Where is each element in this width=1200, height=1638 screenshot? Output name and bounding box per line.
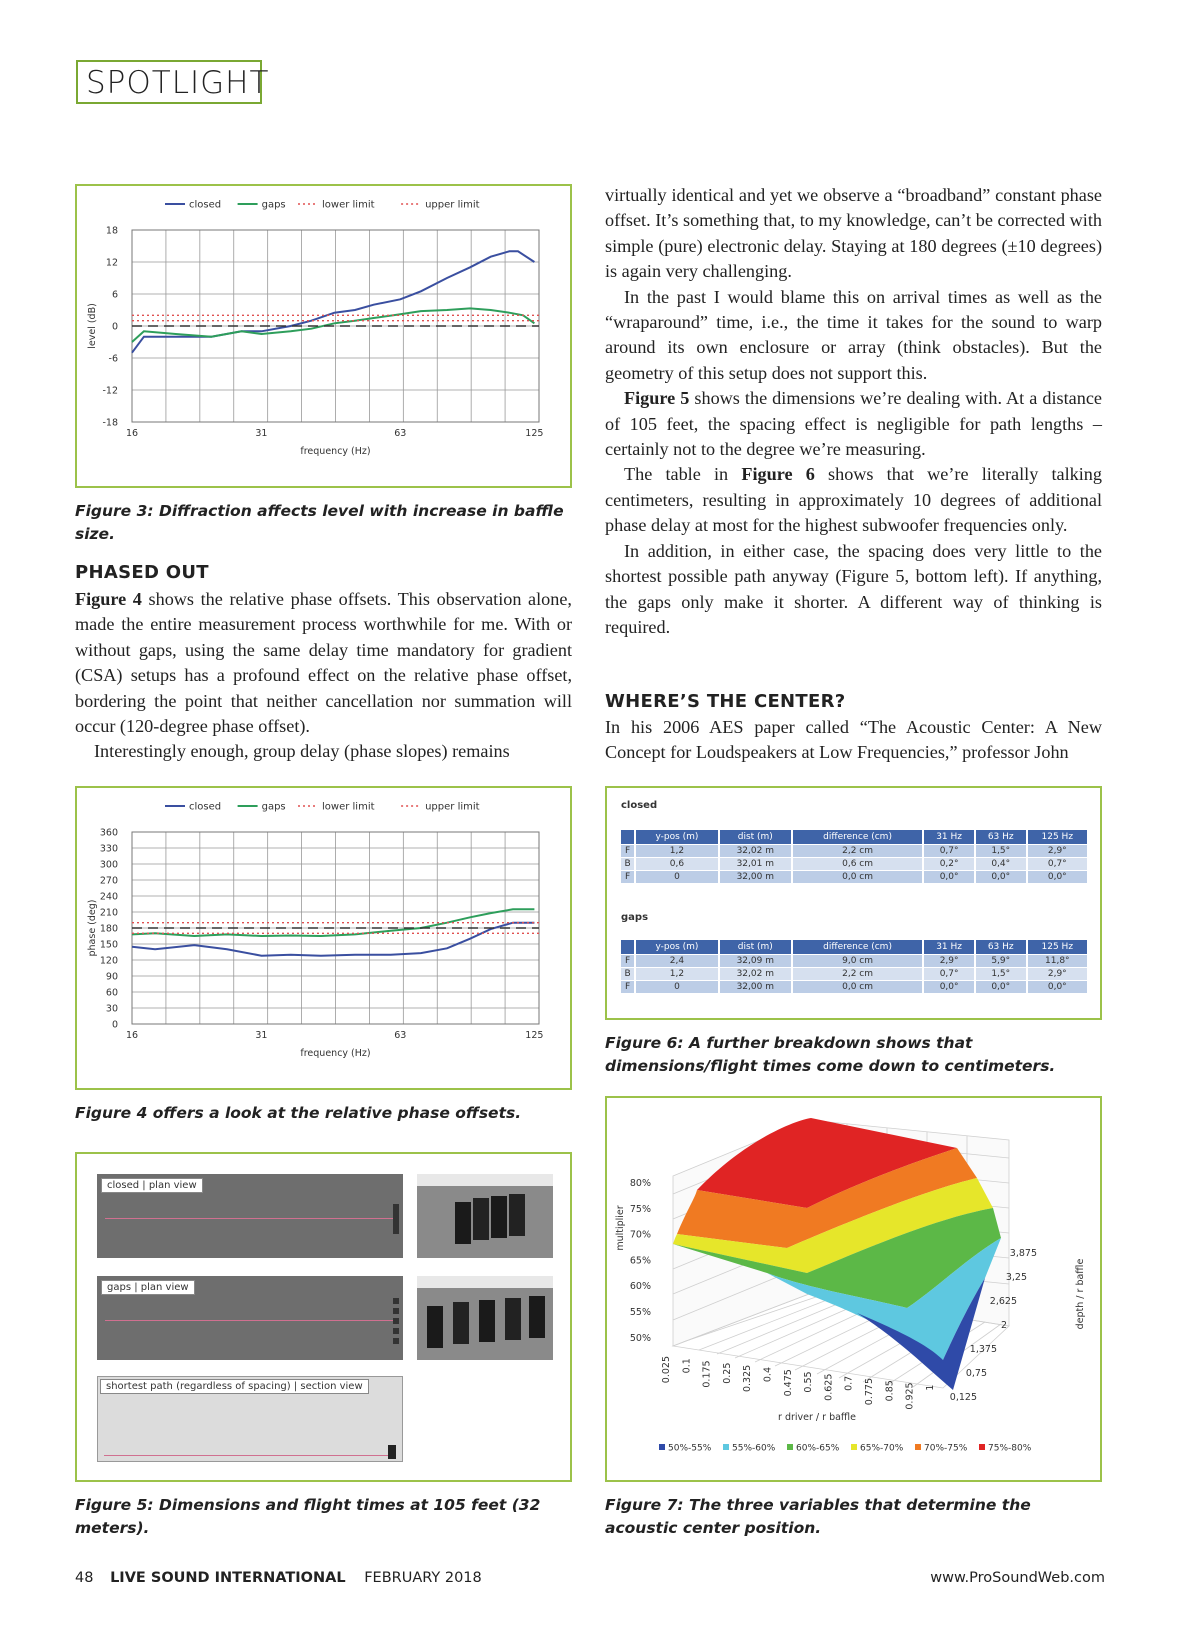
z-tick-label: 0,75 <box>965 1368 987 1379</box>
table-cell: 0,0° <box>923 981 975 994</box>
path-line <box>105 1320 395 1321</box>
x-tick-label: 0.1 <box>681 1358 693 1374</box>
figure-3 <box>75 184 572 488</box>
closed-table-title: closed <box>621 800 658 811</box>
x-tick-label: 63 <box>394 428 407 439</box>
wall <box>417 1276 553 1288</box>
legend-label: closed <box>189 801 222 813</box>
y-tick-label: 80% <box>629 1178 651 1189</box>
y-tick-label: 330 <box>99 843 118 855</box>
paragraph-text: shows the relative phase offsets. This observation alone, made the entire measurement process worthwhile for me. With or without gaps, using the same delay time mandatory for gradient (CSA) setups has a profound effect on the relative phase offset, bordering the point that neither cancellation nor summation will occur (120-degree phase offset). <box>75 589 572 737</box>
y-tick-label: 0 <box>111 321 118 333</box>
table-cell: 2,9° <box>1027 968 1087 981</box>
y-tick-label: 150 <box>99 939 118 951</box>
z-axis-label: depth / r baffle <box>1075 1258 1086 1330</box>
table-cell: 2,9° <box>923 955 975 968</box>
z-tick-label: 0,125 <box>949 1392 977 1403</box>
table-cell: 0,7° <box>923 845 975 858</box>
y-tick-label: -18 <box>102 417 118 429</box>
legend-label: gaps <box>261 801 286 813</box>
column-header: 125 Hz <box>1027 830 1087 845</box>
x-tick-label: 0.025 <box>661 1356 672 1384</box>
wall <box>417 1174 553 1186</box>
gaps-plan-label: gaps | plan view <box>101 1280 195 1295</box>
center-text <box>605 715 1102 766</box>
table-cell: B <box>620 858 635 871</box>
closed-plan-view <box>97 1174 403 1258</box>
y-tick-label: 55% <box>629 1307 651 1318</box>
shortest-path-label: shortest path (regardless of spacing) | section view <box>100 1379 369 1394</box>
speaker-column <box>393 1204 399 1234</box>
x-tick-label: 0.55 <box>803 1371 815 1393</box>
x-tick-label: 0.475 <box>782 1369 794 1397</box>
table-cell: 2,2 cm <box>792 845 923 858</box>
x-axis-label: frequency (Hz) <box>300 1048 371 1059</box>
table-cell: 0,7° <box>923 968 975 981</box>
column-header: 31 Hz <box>923 830 975 845</box>
legend-label: upper limit <box>425 199 480 211</box>
table-header-row <box>620 830 1087 845</box>
figure-7 <box>605 1096 1102 1482</box>
z-tick-label: 2 <box>1000 1320 1007 1331</box>
x-tick-label: 0.775 <box>864 1378 875 1406</box>
subwoofer-box <box>509 1194 525 1236</box>
legend-label: 65%-70% <box>860 1443 904 1454</box>
subwoofer-box <box>427 1306 443 1348</box>
heading-phased-out: PHASED OUT <box>75 562 209 583</box>
y-tick-label: 270 <box>99 875 118 887</box>
y-tick-label: 60 <box>105 987 118 999</box>
table-cell: 0 <box>635 981 719 994</box>
table-row <box>620 845 1087 858</box>
table-row <box>620 981 1087 994</box>
legend-swatch <box>851 1444 857 1450</box>
table-cell: 9,0 cm <box>792 955 923 968</box>
table-cell: 0,0 cm <box>792 981 923 994</box>
paragraph <box>605 386 1102 462</box>
column-header: dist (m) <box>719 830 792 845</box>
series-line-closed <box>132 251 534 352</box>
y-tick-label: 210 <box>99 907 118 919</box>
table-cell: 2,9° <box>1027 845 1087 858</box>
legend-label: lower limit <box>322 199 375 211</box>
legend-swatch <box>659 1444 665 1450</box>
subwoofer-box <box>455 1202 471 1244</box>
column-header <box>620 830 635 845</box>
column-header: y-pos (m) <box>635 940 719 955</box>
y-axis-label: phase (deg) <box>87 899 98 957</box>
y-tick-label: 300 <box>99 859 118 871</box>
x-axis-label: r driver / r baffle <box>778 1412 856 1423</box>
column-header: difference (cm) <box>792 940 923 955</box>
table-cell: 0,0° <box>1027 981 1087 994</box>
legend-swatch <box>787 1444 793 1450</box>
y-tick-label: 120 <box>99 955 118 967</box>
paragraph: Interestingly enough, group delay (phase slopes) remains <box>94 741 510 762</box>
column-header: y-pos (m) <box>635 830 719 845</box>
table-cell: F <box>620 981 635 994</box>
heading-center: WHERE’S THE CENTER? <box>605 691 846 712</box>
x-tick-label: 16 <box>125 428 139 439</box>
y-tick-label: 90 <box>105 971 118 983</box>
table-cell: 2,2 cm <box>792 968 923 981</box>
y-tick-label: 70% <box>629 1229 651 1241</box>
website-url: www.ProSoundWeb.com <box>930 1570 1105 1586</box>
paragraph <box>605 462 1102 538</box>
y-tick-label: 18 <box>105 225 118 237</box>
y-tick-label: 360 <box>99 827 118 839</box>
legend-label: 60%-65% <box>796 1443 840 1454</box>
z-tick-label: 2,625 <box>989 1296 1017 1307</box>
table-cell: 2,4 <box>635 955 719 968</box>
closed-table <box>619 830 1087 883</box>
table-cell: 0 <box>635 871 719 884</box>
table-cell: F <box>620 871 635 884</box>
y-axis-label: multiplier <box>615 1205 626 1251</box>
gaps-table <box>619 940 1087 993</box>
table-cell: 0,7° <box>1027 858 1087 871</box>
phased-out-text <box>75 587 572 765</box>
y-tick-label: 180 <box>99 923 118 935</box>
table-cell: 32,00 m <box>719 981 792 994</box>
table-cell: 32,00 m <box>719 871 792 884</box>
figure-6-caption: Figure 6: A further breakdown shows that dimensions/flight times come down to centimeters. <box>605 1034 1056 1075</box>
figure-6 <box>605 786 1102 1020</box>
gaps-3d-view <box>417 1276 553 1360</box>
y-tick-label: 30 <box>105 1003 118 1015</box>
column-header: dist (m) <box>719 940 792 955</box>
subwoofer-box <box>491 1196 507 1238</box>
column-header: 125 Hz <box>1027 940 1087 955</box>
table-cell: F <box>620 845 635 858</box>
table-cell: 1,2 <box>635 968 719 981</box>
legend-swatch <box>979 1444 985 1450</box>
x-tick-label: 31 <box>255 1030 268 1041</box>
speaker-box <box>388 1445 396 1459</box>
gaps-plan-view <box>97 1276 403 1360</box>
shortest-path-view <box>97 1376 403 1462</box>
table-cell: 1,5° <box>975 968 1027 981</box>
x-axis-label: frequency (Hz) <box>300 446 371 457</box>
y-tick-label: 50% <box>629 1332 651 1344</box>
paragraph <box>75 587 572 739</box>
y-tick-label: 6 <box>111 289 118 301</box>
figure-ref: Figure 4 <box>75 589 142 609</box>
figure-4-caption: Figure 4 offers a look at the relative phase offsets. <box>75 1104 522 1122</box>
paragraph-text: shows the dimensions we’re dealing with. At a distance of 105 feet, the spacing effect is negligible for path lengths – certainly not to the degree we’re measuring. <box>605 388 1102 460</box>
path-line <box>104 1455 390 1456</box>
subwoofer-box <box>479 1300 495 1342</box>
legend-label: lower limit <box>322 801 375 813</box>
x-tick-label: 63 <box>394 1030 407 1041</box>
table-cell: F <box>620 955 635 968</box>
x-tick-label: 125 <box>525 428 544 439</box>
x-tick-label: 16 <box>125 1030 139 1041</box>
closed-plan-label: closed | plan view <box>101 1178 203 1193</box>
legend-label: 70%-75% <box>924 1443 968 1454</box>
x-tick-label: 125 <box>525 1030 544 1041</box>
x-tick-label: 0.325 <box>742 1364 754 1393</box>
x-tick-label: 0.4 <box>762 1367 774 1383</box>
table-cell: 1,5° <box>975 845 1027 858</box>
legend-label: 75%-80% <box>988 1443 1032 1454</box>
y-tick-label: 60% <box>629 1281 651 1293</box>
legend-label: 50%-55% <box>668 1443 712 1454</box>
column-header: 63 Hz <box>975 940 1027 955</box>
y-axis-label: level (dB) <box>87 303 98 349</box>
table-row <box>620 858 1087 871</box>
x-tick-label: 1 <box>924 1384 936 1391</box>
table-row <box>620 955 1087 968</box>
figure-ref: Figure 6 <box>741 464 815 485</box>
figure-4-chart <box>77 788 570 1088</box>
y-tick-label: 0 <box>111 1019 118 1031</box>
y-tick-label: -6 <box>108 353 118 365</box>
column-header: 63 Hz <box>975 830 1027 845</box>
table-cell: 0,0° <box>1027 871 1087 884</box>
table-cell: 32,01 m <box>719 858 792 871</box>
table-cell: 0,0 cm <box>792 871 923 884</box>
y-tick-label: 75% <box>629 1203 651 1215</box>
magazine-name: LIVE SOUND INTERNATIONAL <box>110 1570 346 1586</box>
x-tick-label: 31 <box>255 428 268 439</box>
paragraph-text: shows that we’re literally talking centimeters, resulting in approximately 10 degrees of additional phase delay at most for the highest subwoofer frequencies only. <box>605 464 1102 536</box>
closed-3d-view <box>417 1174 553 1258</box>
x-tick-label: 0.85 <box>884 1380 896 1402</box>
issue-date: FEBRUARY 2018 <box>364 1570 482 1586</box>
subwoofer-box <box>505 1298 521 1340</box>
paragraph: In addition, in either case, the spacing does very little to the shortest possible path anyway (Figure 5, bottom left). If anything, the gaps only make it shorter. A different way of thinking is required. <box>605 540 1102 637</box>
figure-5-caption: Figure 5: Dimensions and flight times at 105 feet (32 meters). <box>75 1496 541 1537</box>
z-tick-label: 3,875 <box>1009 1248 1037 1259</box>
x-tick-label: 0.925 <box>904 1382 916 1410</box>
paragraph: In his 2006 AES paper called “The Acoustic Center: A New Concept for Loudspeakers at Low Frequencies,” professor John <box>605 717 1102 763</box>
paragraph: virtually identical and yet we observe a “broadband” constant phase offset. It’s something that, to my knowledge, can’t be corrected with simple (pure) electronic delay. Staying at 180 degrees (±10 degrees) is again very challenging. <box>605 185 1102 282</box>
table-cell: 0,0° <box>923 871 975 884</box>
page-number: 48 <box>75 1570 94 1586</box>
table-cell: 0,6 <box>635 858 719 871</box>
table-row <box>620 968 1087 981</box>
table-row <box>620 871 1087 884</box>
right-column-text <box>605 183 1102 640</box>
legend-label: 55%-60% <box>732 1443 776 1454</box>
path-line <box>105 1218 395 1219</box>
y-tick-label: 12 <box>105 257 118 269</box>
paragraph: In the past I would blame this on arrival times as well as the “wraparound” time, i.e., the time it takes for the sound to warp around its own enclosure or array (think obstacles). But the geometry of this setup does not support this. <box>605 286 1102 383</box>
figure-3-chart <box>77 186 570 486</box>
z-tick-label: 3,25 <box>1005 1272 1027 1283</box>
table-cell: 0,4° <box>975 858 1027 871</box>
x-tick-label: 0.25 <box>721 1362 733 1384</box>
y-tick-label: 65% <box>629 1255 651 1267</box>
column-header <box>620 940 635 955</box>
speaker-column <box>393 1298 399 1346</box>
legend-swatch <box>723 1444 729 1450</box>
figure-7-caption: Figure 7: The three variables that determine the acoustic center position. <box>605 1496 1031 1537</box>
table-cell: 32,09 m <box>719 955 792 968</box>
figure-7-chart <box>607 1098 1100 1480</box>
legend-label: upper limit <box>425 801 480 813</box>
figure-ref: Figure 5 <box>624 388 690 409</box>
table-cell: 5,9° <box>975 955 1027 968</box>
table-cell: 0,0° <box>975 981 1027 994</box>
subwoofer-box <box>529 1296 545 1338</box>
column-header: difference (cm) <box>792 830 923 845</box>
table-cell: 0,0° <box>975 871 1027 884</box>
x-tick-label: 0.625 <box>823 1373 835 1401</box>
table-cell: 0,2° <box>923 858 975 871</box>
y-tick-label: 240 <box>99 891 118 903</box>
table-cell: 32,02 m <box>719 845 792 858</box>
table-cell: 11,8° <box>1027 955 1087 968</box>
table-cell: 1,2 <box>635 845 719 858</box>
paragraph-text: The table in <box>624 464 742 485</box>
legend-label: gaps <box>261 199 286 211</box>
table-header-row <box>620 940 1087 955</box>
gaps-table-title: gaps <box>621 912 649 923</box>
section-label: SPOTLIGHT <box>76 60 262 104</box>
figure-3-caption: Figure 3: Diffraction affects level with increase in baffle size. <box>75 502 564 543</box>
figure-4 <box>75 786 572 1090</box>
legend-label: closed <box>189 199 222 211</box>
footer <box>75 1570 1105 1586</box>
z-tick-label: 1,375 <box>969 1344 997 1355</box>
table-cell: 32,02 m <box>719 968 792 981</box>
subwoofer-box <box>453 1302 469 1344</box>
subwoofer-box <box>473 1198 489 1240</box>
figure-5 <box>75 1152 572 1482</box>
y-tick-label: -12 <box>102 385 118 397</box>
column-header: 31 Hz <box>923 940 975 955</box>
x-tick-label: 0.7 <box>843 1375 855 1391</box>
table-cell: 0,6 cm <box>792 858 923 871</box>
table-cell: B <box>620 968 635 981</box>
x-tick-label: 0.175 <box>701 1360 713 1388</box>
legend-swatch <box>915 1444 921 1450</box>
